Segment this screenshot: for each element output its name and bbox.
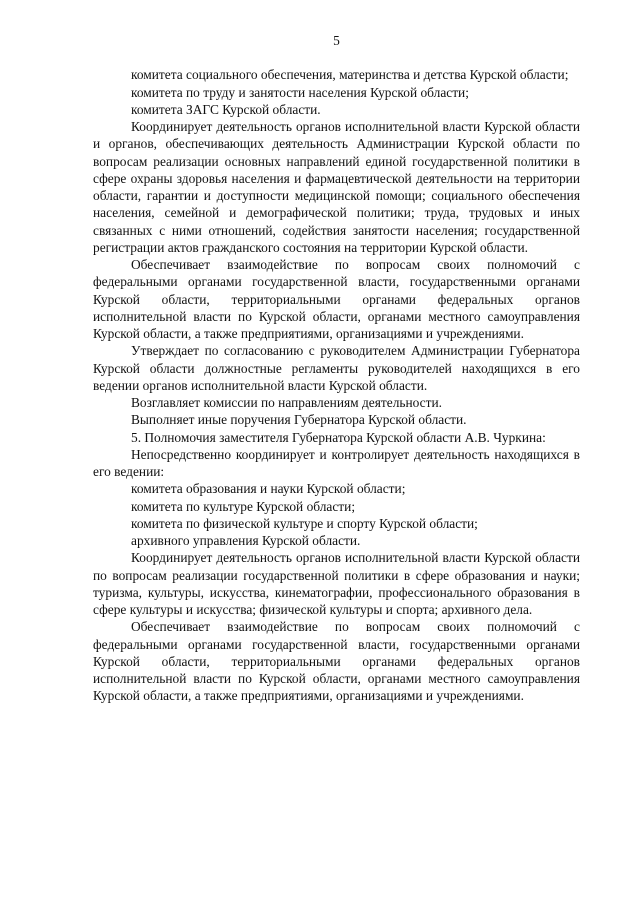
paragraph: комитета социального обеспечения, материнства и детства Курской области;	[131, 67, 569, 83]
paragraph: Обеспечивает взаимодействие по вопросам своих полномочий с федеральными органами государственной власти, государственными органами Курской области, территориальными органами федеральных органов исполнительной власти по Курской области, органами местного самоуправления Курской области, а также предприятиями, организациями и учреждениями.	[93, 257, 580, 341]
list-item: Возглавляет комиссии по направлениям деятельности.	[131, 395, 442, 410]
list-item: Выполняет иные поручения Губернатора Курской области.	[131, 412, 467, 428]
paragraph: Координирует деятельность органов исполнительной власти Курской области по вопросам реализации государственной политики в сфере образования и науки; туризма, культуры, искусства, кинематографии, профессионального образования в сфере культуры и искусства; физической культуры и спорта; архивного дела.	[93, 550, 580, 617]
paragraph: Непосредственно координирует и контролирует деятельность находящихся в его ведении:	[93, 446, 580, 479]
paragraph: Утверждает по согласованию с руководителем Администрации Губернатора Курской области должностные регламенты руководителей находящихся в его ведении органов исполнительной власти Курской области.	[93, 343, 580, 393]
list-item: комитета по труду и занятости населения Курской области;	[131, 84, 469, 100]
document-page	[93, 32, 580, 705]
paragraph: 5. Полномочия заместителя Губернатора Курской области А.В. Чуркина:	[131, 429, 546, 445]
paragraph: Обеспечивает взаимодействие по вопросам своих полномочий с федеральными органами государственной власти, государственными органами Курской области, территориальными органами федеральных органов исполнительной власти по Курской области, органами местного самоуправления Курской области, а также предприятиями, организациями и учреждениями.	[93, 619, 580, 704]
list-item: комитета по физической культуре и спорту Курской области;	[131, 515, 478, 531]
paragraph: Координирует деятельность органов исполнительной власти Курской области и органов, обеспечивающих деятельность Администрации Курской области по вопросам реализации основных направлений единой государственной политики в сфере охраны здоровья населения и фармацевтической деятельности на территории области, гарантии и доступности медицинской помощи; социального обеспечения населения, семейной и демографической политики; труда, трудовых и иных связанных с ними отношений, содействия занятости населения; государственной регистрации актов гражданского состояния на территории Курской области.	[93, 119, 580, 255]
page-number: 5	[333, 33, 340, 48]
list-item: архивного управления Курской области.	[131, 533, 361, 548]
list-item: комитета образования и науки Курской области;	[131, 481, 406, 497]
list-item: комитета по культуре Курской области;	[131, 498, 356, 514]
list-item: комитета ЗАГС Курской области.	[131, 101, 321, 117]
document-body	[93, 66, 580, 704]
